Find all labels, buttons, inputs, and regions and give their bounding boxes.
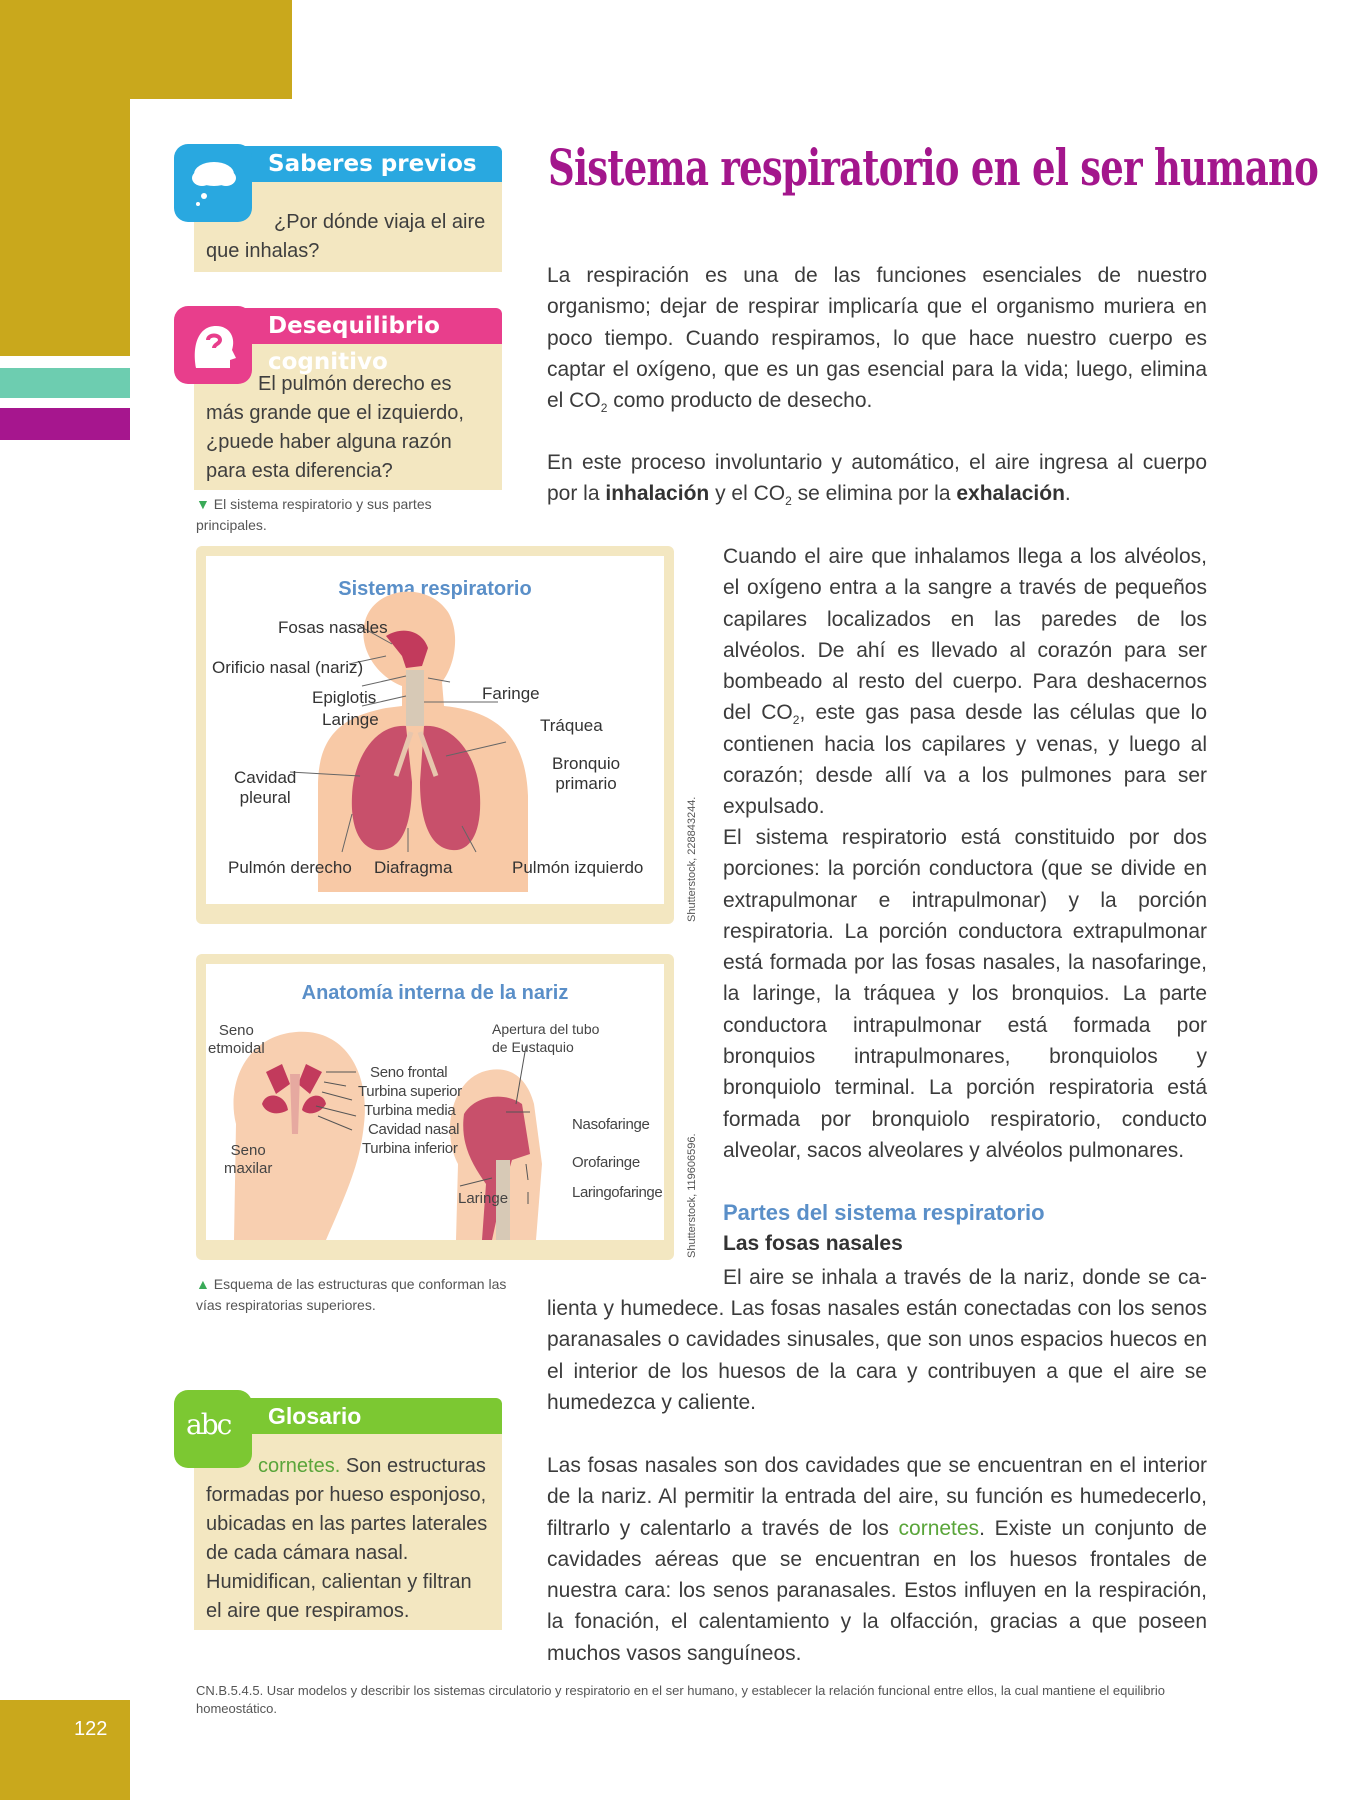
label-pulmon-derecho: Pulmón derecho (228, 858, 352, 877)
label-epiglotis: Epiglotis (312, 688, 377, 707)
label-seno-etmoidal: Seno etmoidal (208, 1022, 265, 1057)
glosario-text (194, 1452, 502, 1626)
label-traquea: Tráquea (540, 716, 603, 735)
glosario-heading: Glosario (194, 1398, 502, 1434)
label-turbina-inferior: Turbina inferior (362, 1140, 458, 1157)
head-thinking-icon (174, 306, 252, 384)
desequilibrio-heading: Desequilibrio cognitivo (194, 308, 502, 344)
figure-anatomia-nariz (196, 954, 674, 1260)
figure-title-2: Anatomía interna de la nariz (301, 982, 569, 1004)
label-orofaringe: Orofaringe (572, 1154, 640, 1171)
triangle-up-icon: ▲ (196, 1276, 210, 1292)
paragraph-5-start: El aire se inhala a través de la nariz, donde se ca- (723, 1266, 1207, 1289)
triangle-down-icon: ▼ (196, 496, 210, 512)
label-turbina-superior: Turbina superior (358, 1083, 462, 1100)
page-number: 122 (74, 1718, 108, 1740)
paragraph-1: La respiración es una de las funciones esenciales de nuestro organismo; dejar de respirar implicaría que el organismo muriera en poco tiempo. Cuando respiramos, lo que hace nuestro cuerpo es captar el oxígeno, que es un gas esencial para la vida; luego, elimina el $CO_2$ como producto de desecho. (547, 264, 1207, 416)
paragraph-6: Las fosas nasales son dos cavidades que se encuentran en el interior de la nariz. Al permitir la entrada del aire, su función es humedecerlo, filtrarlo y calentarlo a través de los cornetes. Existe un conjunto de cavidades aéreas que se encuentran en los huesos frontales de nuestra cara: los senos paranasales. Estos influyen en la respiración, la fonación, el calentamiento y la olfacción, gracias a que poseen muchos vasos sanguíneos. (547, 1454, 1207, 1665)
figure-caption-2: ▲ Esquema de las estructuras que conforman las vías respiratorias superiores. (196, 1276, 507, 1313)
label-turbina-media: Turbina media (364, 1102, 456, 1119)
label-cavidad-nasal: Cavidad nasal (368, 1121, 460, 1138)
subsection-heading: Las fosas nasales (723, 1232, 903, 1255)
paragraph-5: lienta y humedece. Las fosas nasales están conectadas con los senos paranasales o cavidades sinusales, que son unos espacios huecos en el interior de los huesos de la cara y contribuyen a que el aire se humedezca y caliente. (547, 1297, 1207, 1414)
photo-credit-2: Shutterstock, 119606596. (686, 1133, 698, 1258)
label-laringe: Laringe (322, 710, 379, 729)
label-fosas-nasales: Fosas nasales (278, 618, 388, 637)
label-diafragma: Diafragma (374, 858, 453, 877)
label-seno-maxilar: Seno maxilar (224, 1142, 273, 1177)
curriculum-footnote: CN.B.5.4.5. Usar modelos y describir los sistemas circulatorio y respiratorio en el ser humano, y establecer la relación funcional entre ellos, la cual mantiene el equilibrio homeostático. (196, 1683, 1165, 1716)
label-laringofaringe: Laringofaringe (572, 1184, 663, 1201)
label-seno-frontal: Seno frontal (370, 1064, 448, 1081)
bottom-gold-band (0, 1700, 130, 1800)
photo-credit-1: Shutterstock, 228843244. (686, 796, 698, 922)
page-title: Sistema respiratorio en el ser humano (548, 138, 1319, 197)
magenta-stripe (0, 408, 130, 440)
label-nasofaringe: Nasofaringe (572, 1116, 650, 1133)
paragraph-4: El sistema respiratorio está constituido por dos porciones: la porción conductora (que se divide en extrapulmonar e intrapulmonar) y la porción respiratoria. La porción conductora extrapulmonar está formada por las fosas nasales, la nasofaringe, la laringe, la tráquea y los bronquios. La parte conductora intrapulmonar está formada por bronquios intrapulmonares, bronquiolos y bronquiolo terminal. La porción respiratoria está formada por bronquiolo respiratorio, conducto alveolar, sacos alveolares y alvéolos pulmonares. (723, 826, 1207, 1162)
saberes-previos-heading: Saberes previos (194, 146, 502, 182)
figure-caption-1: ▼ El sistema respiratorio y sus partes principales. (196, 496, 432, 533)
label-cavidad-pleural: Cavidad pleural (234, 768, 297, 807)
label-apertura-eustaquio: Apertura del tubo de Eustaquio (492, 1021, 600, 1055)
label-orificio-nasal: Orificio nasal (nariz) (212, 658, 364, 677)
desequilibrio-text: El pulmón derecho es más grande que el izquierdo, ¿puede haber alguna razón para esta diferencia? (206, 373, 464, 482)
figure-sistema-respiratorio (196, 546, 674, 924)
label-pulmon-izquierdo: Pulmón izquierdo (512, 858, 644, 877)
paragraph-2: En este proceso involuntario y automático, el aire ingresa al cuerpo por la inhalación y el $CO_2$ se elimina por la exhalación. (547, 451, 1207, 509)
teal-stripe (0, 368, 130, 398)
saberes-previos-text: ¿Por dónde viaja el aire que inhalas? (206, 211, 486, 262)
figure-title: Sistema respiratorio (338, 578, 532, 600)
glosario-definition: Son estructuras formadas por hueso esponjoso, ubicadas en las partes laterales de cada cámara nasal. Humidifican, calientan y filtran el aire que respiramos. (206, 1455, 488, 1622)
glosario-term: cornetes. (258, 1455, 341, 1477)
label-bronquio-primario: Bronquio primario (552, 754, 621, 793)
label-laringe-nariz: Laringe (458, 1190, 509, 1207)
abc-glossary-icon: abc (174, 1390, 252, 1468)
thought-cloud-icon (174, 144, 252, 222)
paragraph-3: Cuando el aire que inhalamos llega a los alvéolos, el oxígeno entra a la sangre a través de pequeños capilares localizados en las paredes de los alvéolos. De ahí es llevado al corazón para ser bombeado al resto del cuerpo. Para deshacernos del $CO_2$, este gas pasa desde las células que lo contienen hacia los capilares y venas, y luego al corazón; desde allí va a los pulmones para ser expulsado. (723, 545, 1208, 819)
section-heading: Partes del sistema respiratorio (723, 1200, 1045, 1225)
side-gold-band (0, 0, 130, 356)
label-faringe: Faringe (482, 684, 540, 703)
